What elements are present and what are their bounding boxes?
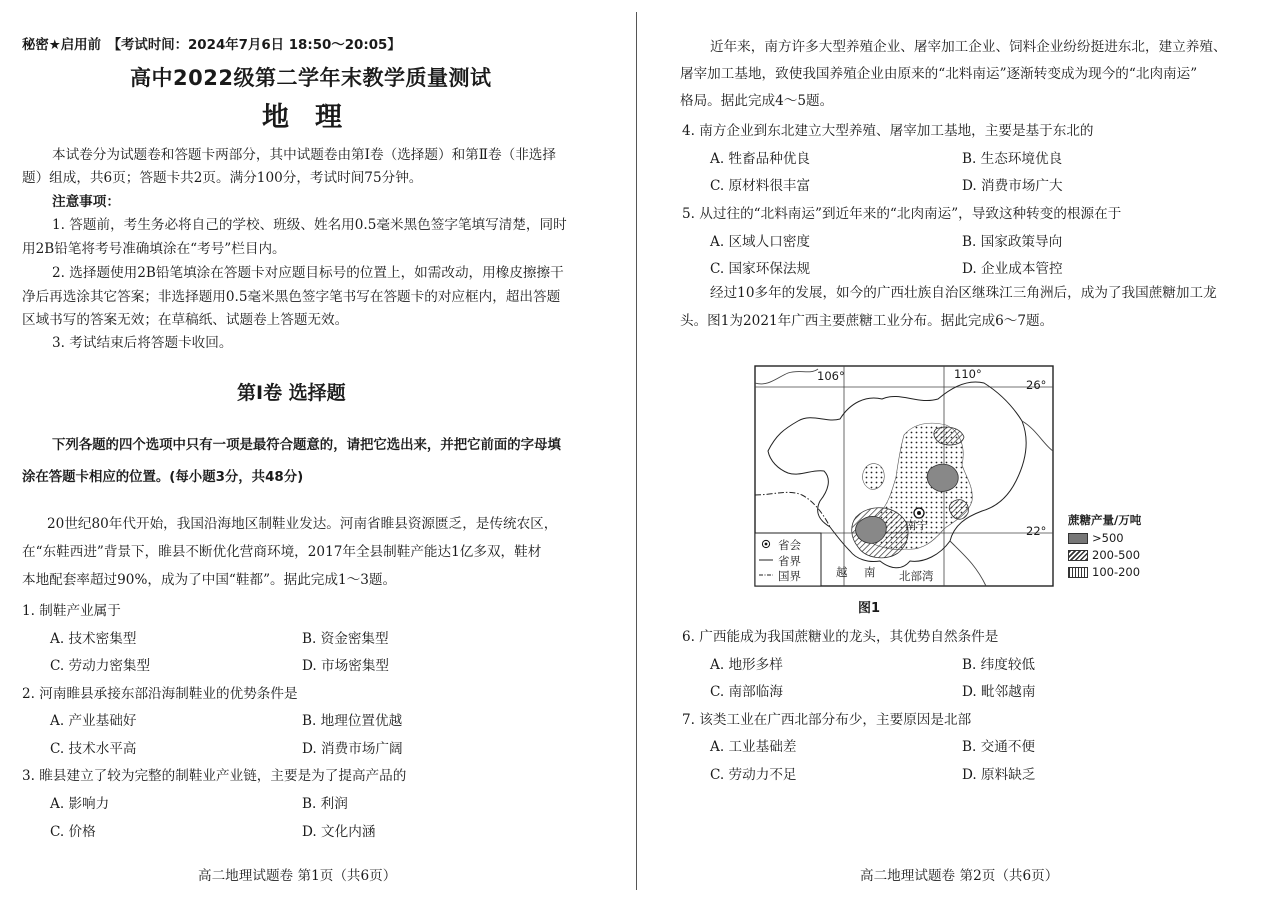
notice-3: 3. 考试结束后将答题卡收回。 bbox=[52, 335, 233, 351]
notice-2-line-1: 2. 选择题使用2B铅笔填涂在答题卡对应题目标号的位置上，如需改动，用橡皮擦擦干 bbox=[52, 265, 564, 281]
place-label-yue: 越 bbox=[836, 565, 848, 579]
question-3-stem: 3. 睢县建立了较为完整的制鞋业产业链，主要是为了提高产品的 bbox=[22, 768, 407, 784]
notice-heading: 注意事项： bbox=[52, 194, 120, 210]
passage1-line-1: 20世纪80年代开始，我国沿海地区制鞋业发达。河南省睢县资源匮乏，是传统农区， bbox=[47, 516, 558, 532]
capital-label: 南宁 bbox=[905, 518, 928, 532]
yield-legend-item-200-500: 200-500 bbox=[1068, 548, 1141, 562]
question-2-stem: 2. 河南睢县承接东部沿海制鞋业的优势条件是 bbox=[22, 686, 298, 702]
question-5-option-b[interactable]: B. 国家政策导向 bbox=[962, 234, 1063, 250]
question-1-option-a[interactable]: A. 技术密集型 bbox=[50, 631, 137, 647]
question-2-option-b[interactable]: B. 地理位置优越 bbox=[302, 713, 403, 729]
passage1-line-2: 在“东鞋西进”背景下，睢县不断优化营商环境，2017年全县制鞋产能达1亿多双，鞋材 bbox=[22, 544, 542, 560]
question-6-option-b[interactable]: B. 纬度较低 bbox=[962, 657, 1036, 673]
lat-label-26: 26° bbox=[1026, 378, 1047, 392]
notice-2-line-2: 净后再选涂其它答案；非选择题用0.5毫米黑色签字笔书写在答题卡的对应框内，超出答题 bbox=[22, 289, 561, 305]
question-4-option-c[interactable]: C. 原材料很丰富 bbox=[710, 178, 811, 194]
section-title: 第Ⅰ卷 选择题 bbox=[237, 382, 346, 404]
question-7-stem: 7. 该类工业在广西北部分布少，主要原因是北部 bbox=[682, 712, 972, 728]
notice-2-line-3: 区域书写的答案无效；在草稿纸、试题卷上答题无效。 bbox=[22, 312, 349, 328]
question-7-option-c[interactable]: C. 劳动力不足 bbox=[710, 767, 797, 783]
passage2-line-3: 格局。据此完成4～5题。 bbox=[680, 93, 834, 109]
lat-label-22: 22° bbox=[1026, 524, 1047, 538]
guangxi-sugar-map bbox=[754, 365, 1054, 587]
question-5-stem: 5. 从过往的“北料南运”到近年来的“北肉南运”，导致这种转变的根源在于 bbox=[682, 206, 1122, 222]
yield-legend-item-100-200: 100-200 bbox=[1068, 565, 1141, 579]
question-4-option-d[interactable]: D. 消费市场广大 bbox=[962, 178, 1063, 194]
place-label-beibu-gulf: 北部湾 bbox=[899, 569, 934, 583]
question-5-option-a[interactable]: A. 区域人口密度 bbox=[710, 234, 811, 250]
question-7-option-b[interactable]: B. 交通不便 bbox=[962, 739, 1036, 755]
notice-1-line-2: 用2B铅笔将考号准确填涂在“考号”栏目内。 bbox=[22, 241, 286, 257]
passage3-line-1: 经过10多年的发展，如今的广西壮族自治区继珠江三角洲后，成为了我国蔗糖加工龙 bbox=[710, 285, 1217, 301]
intro-line-1: 本试卷分为试题卷和答题卡两部分，其中试题卷由第Ⅰ卷（选择题）和第Ⅱ卷（非选择 bbox=[52, 147, 556, 163]
figure-caption: 图1 bbox=[858, 601, 881, 616]
question-2-option-a[interactable]: A. 产业基础好 bbox=[50, 713, 137, 729]
question-4-stem: 4. 南方企业到东北建立大型养殖、屠宰加工基地，主要是基于东北的 bbox=[682, 123, 1094, 139]
intro-line-2: 题）组成，共6页；答题卡共2页。满分100分，考试时间75分钟。 bbox=[22, 170, 423, 186]
page-footer: 高二地理试题卷 第2页（共6页） bbox=[860, 868, 1059, 884]
lon-label-106: 106° bbox=[817, 369, 845, 383]
map-legend-capital: 省会 bbox=[778, 538, 801, 552]
question-3-option-b[interactable]: B. 利润 bbox=[302, 796, 348, 812]
question-2-option-c[interactable]: C. 技术水平高 bbox=[50, 741, 137, 757]
capital-marker-dot bbox=[917, 511, 921, 515]
swatch-hatch-icon bbox=[1068, 550, 1088, 561]
passage1-line-3: 本地配套率超过90%，成为了中国“鞋都”。据此完成1～3题。 bbox=[22, 572, 397, 588]
question-2-option-d[interactable]: D. 消费市场广阔 bbox=[302, 741, 403, 757]
question-6-option-c[interactable]: C. 南部临海 bbox=[710, 684, 783, 700]
page-footer: 高二地理试题卷 第1页（共6页） bbox=[198, 868, 397, 884]
swatch-grid-icon bbox=[1068, 567, 1088, 578]
question-5-option-d[interactable]: D. 企业成本管控 bbox=[962, 261, 1063, 277]
notice-1-line-1: 1. 答题前，考生务必将自己的学校、班级、姓名用0.5毫米黑色签字笔填写清楚，同时 bbox=[52, 217, 567, 233]
question-6-stem: 6. 广西能成为我国蔗糖业的龙头，其优势自然条件是 bbox=[682, 629, 999, 645]
instruction-line-2: 涂在答题卡相应的位置。(每小题3分，共48分) bbox=[22, 470, 304, 485]
sugar-region-over-500-north bbox=[927, 464, 958, 491]
passage2-line-1: 近年来，南方许多大型养殖企业、屠宰加工企业、饲料企业纷纷挺进东北，建立养殖、 bbox=[710, 39, 1227, 55]
question-4-option-b[interactable]: B. 生态环境优良 bbox=[962, 151, 1063, 167]
lon-label-110: 110° bbox=[954, 367, 982, 381]
page-divider bbox=[636, 12, 637, 890]
map-legend-national-border: 国界 bbox=[778, 569, 801, 583]
question-6-option-a[interactable]: A. 地形多样 bbox=[710, 657, 783, 673]
question-1-option-b[interactable]: B. 资金密集型 bbox=[302, 631, 389, 647]
question-4-option-a[interactable]: A. 牲畜品种优良 bbox=[710, 151, 811, 167]
question-3-option-d[interactable]: D. 文化内涵 bbox=[302, 824, 376, 840]
question-7-option-d[interactable]: D. 原料缺乏 bbox=[962, 767, 1036, 783]
sugar-region-small-northwest bbox=[863, 464, 885, 490]
exam-title: 高中2022级第二学年末教学质量测试 bbox=[130, 66, 492, 90]
map-legend-province-border: 省界 bbox=[778, 554, 801, 568]
question-1-option-d[interactable]: D. 市场密集型 bbox=[302, 658, 390, 674]
instruction-line-1: 下列各题的四个选项中只有一项是最符合题意的，请把它选出来，并把它前面的字母填 bbox=[52, 438, 561, 453]
question-3-option-a[interactable]: A. 影响力 bbox=[50, 796, 110, 812]
question-5-option-c[interactable]: C. 国家环保法规 bbox=[710, 261, 811, 277]
subject-title: 地理 bbox=[262, 102, 368, 133]
exam-page-1 bbox=[0, 0, 632, 900]
question-7-option-a[interactable]: A. 工业基础差 bbox=[710, 739, 797, 755]
swatch-gray-icon bbox=[1068, 533, 1088, 544]
passage3-line-2: 头。图1为2021年广西主要蔗糖工业分布。据此完成6～7题。 bbox=[680, 313, 1054, 329]
question-6-option-d[interactable]: D. 毗邻越南 bbox=[962, 684, 1036, 700]
question-1-option-c[interactable]: C. 劳动力密集型 bbox=[50, 658, 151, 674]
question-3-option-c[interactable]: C. 价格 bbox=[50, 824, 96, 840]
place-label-nan: 南 bbox=[864, 565, 876, 579]
yield-legend bbox=[1068, 512, 1141, 579]
exam-page-2 bbox=[640, 0, 1267, 900]
yield-legend-item-over-500: >500 bbox=[1068, 531, 1141, 545]
passage2-line-2: 屠宰加工基地，致使我国养殖企业由原来的“北料南运”逐渐转变成为现今的“北肉南运” bbox=[680, 66, 1198, 82]
confidential-time-note: 秘密★启用前 【考试时间：2024年7月6日 18:50～20:05】 bbox=[22, 38, 401, 53]
question-1-stem: 1. 制鞋产业属于 bbox=[22, 603, 121, 619]
yield-legend-title: 蔗糖产量/万吨 bbox=[1068, 513, 1142, 527]
